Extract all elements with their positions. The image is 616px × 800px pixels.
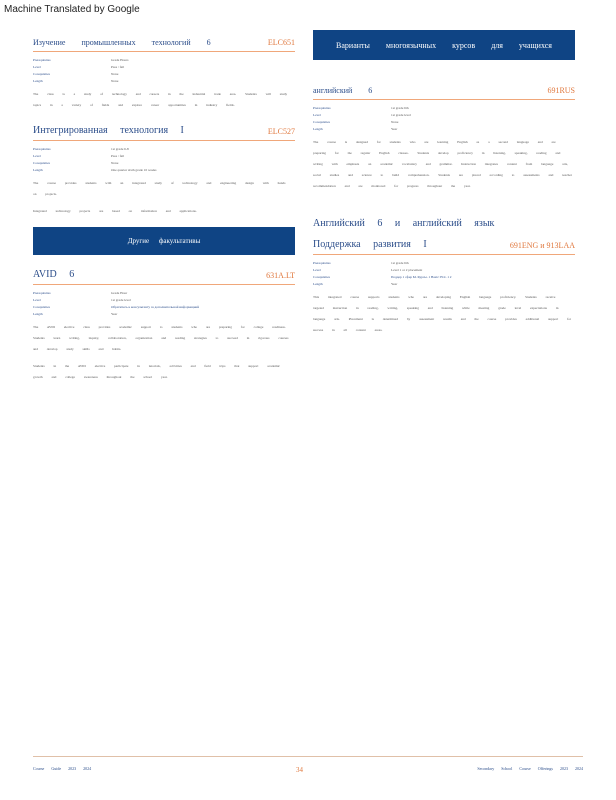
meta-value: Level 1 or 2 placement <box>391 268 423 272</box>
meta-value: 1st grade 6th <box>391 261 409 265</box>
course-avid <box>33 269 295 383</box>
course-title-block <box>313 218 494 250</box>
meta-value: None <box>391 120 399 124</box>
course-header <box>33 269 295 285</box>
meta-value: One quarter sixth grade 10 weeks <box>111 168 157 172</box>
course-meta <box>313 261 575 286</box>
course-description: The course provides students with an integrated study of technology and engineering design with hands on projects. <box>33 181 286 196</box>
course-meta <box>33 291 295 316</box>
machine-translated-banner: Machine Translated by Google <box>4 4 140 15</box>
course-code: 691ENG и 913LAA <box>509 241 575 250</box>
meta-label: Prerequisites <box>33 291 51 295</box>
meta-value: 1st grade level <box>391 113 411 117</box>
meta-label: Level <box>33 154 41 158</box>
course-description: The course is designed for students who are learning English as a second language and are preparing for the regular English classes. Students develop proficiency in listening, speaking, reading and writing with emphasis on academic vocabulary and grammar. Instruction integrates content from language arts, social studies and science to build comprehension. Students are placed according to assessments and teacher recommendation and are monitored for progress throughout the year. <box>313 140 572 188</box>
meta-value: 1st grade 6th <box>391 106 409 110</box>
meta-label: Corequisites <box>33 305 50 309</box>
section-band-multilingual: Варианты многоязычных курсов для учащихся <box>313 30 575 60</box>
course-header <box>33 125 295 141</box>
meta-value: Year <box>111 312 118 316</box>
meta-label: Prerequisites <box>33 147 51 151</box>
meta-value: Поддер 1 сфер Ы. Курсы. 1 Basic: ELL 1 2 <box>391 275 452 279</box>
course-meta <box>33 58 295 83</box>
course-code: 631A.LT <box>266 271 295 280</box>
course-code: ELC527 <box>267 127 295 136</box>
meta-value: None <box>111 161 119 165</box>
meta-label: Level <box>33 298 41 302</box>
right-column <box>313 30 575 342</box>
meta-label: Length <box>33 312 43 316</box>
course-title: AVID 6 <box>33 269 75 280</box>
course-english-ell-support <box>313 218 575 336</box>
meta-label: Prerequisites <box>33 58 51 62</box>
course-meta <box>313 106 575 131</box>
course-meta <box>33 147 295 172</box>
course-header <box>313 86 575 100</box>
course-description: Integrated technology projects are based on information and applications. <box>33 209 197 213</box>
course-header <box>313 218 575 255</box>
page-number: 34 <box>296 766 303 774</box>
course-title: Интегрированная технология I <box>33 125 184 136</box>
meta-value: Обратитесь к консультанту за дополнительной информацией <box>111 305 200 309</box>
footer-divider <box>33 756 583 757</box>
meta-label: Level <box>313 113 321 117</box>
course-code: ELC651 <box>267 38 295 47</box>
course-description: The class is a study of technology and careers in the industrial trade area. Students will study topics in a variety of fields and explore career opportunities in industry fields. <box>33 92 288 107</box>
meta-label: Prerequisites <box>313 261 331 265</box>
meta-label: Level <box>313 268 321 272</box>
meta-value: 1st grade level <box>111 298 131 302</box>
meta-value: Year <box>391 127 398 131</box>
course-header <box>33 38 295 52</box>
course-title: Изучение промышленных технологий 6 <box>33 38 211 47</box>
course-english-6 <box>313 86 575 192</box>
meta-label: Corequisites <box>313 120 330 124</box>
meta-label: Length <box>313 127 323 131</box>
course-description: This integrated course supports students who are developing English language proficiency. Students receive targeted instruction in reading, writing, speaking and listening while meeting grade level expectations in language arts. Placement is determined by assessment results and the course provides additional support for success in all content areas. <box>313 295 572 332</box>
meta-label: Corequisites <box>33 161 50 165</box>
footer-right-text: Secondary School Course Offerings 2023 2024 <box>477 766 583 771</box>
course-industrial-tech <box>33 38 295 111</box>
course-description: The AVID elective class provides academic support to students who are preparing for college readiness. Students learn writing, inquiry, collaboration, organization and reading strategies to succeed in rigorous courses and develop study skills and habits. <box>33 325 289 351</box>
meta-label: Length <box>33 168 43 172</box>
meta-label: Corequisites <box>33 72 50 76</box>
meta-label: Corequisites <box>313 275 330 279</box>
meta-value: Year <box>391 282 398 286</box>
meta-value: Grade Hours <box>111 58 129 62</box>
meta-label: Length <box>33 79 43 83</box>
footer-left-text: Course Guide 2023 2024 <box>33 766 92 771</box>
meta-label: Level <box>33 65 41 69</box>
course-description: Students in the AVID elective participate in tutorials, activities and field trips that support academic growth and college awareness throughout the school year. <box>33 364 281 379</box>
course-title: английский 6 <box>313 86 373 95</box>
course-title-line-1: Английский 6 и английский язык <box>313 218 495 229</box>
course-title-line-2: Поддержка развития I <box>313 239 427 250</box>
left-column <box>33 30 295 389</box>
meta-label: Length <box>313 282 323 286</box>
meta-value: None <box>111 79 119 83</box>
meta-value: None <box>111 72 119 76</box>
meta-value: 1st grade 6-8 <box>111 147 129 151</box>
course-code: 691RUS <box>547 86 575 95</box>
meta-value: Pass / fail <box>111 65 125 69</box>
course-integrated-tech <box>33 125 295 217</box>
section-band-other-electives: Другие факультативы <box>33 227 295 255</box>
meta-value: Grade Hour <box>111 291 128 295</box>
meta-label: Prerequisites <box>313 106 331 110</box>
meta-value: Pass / fail <box>111 154 125 158</box>
